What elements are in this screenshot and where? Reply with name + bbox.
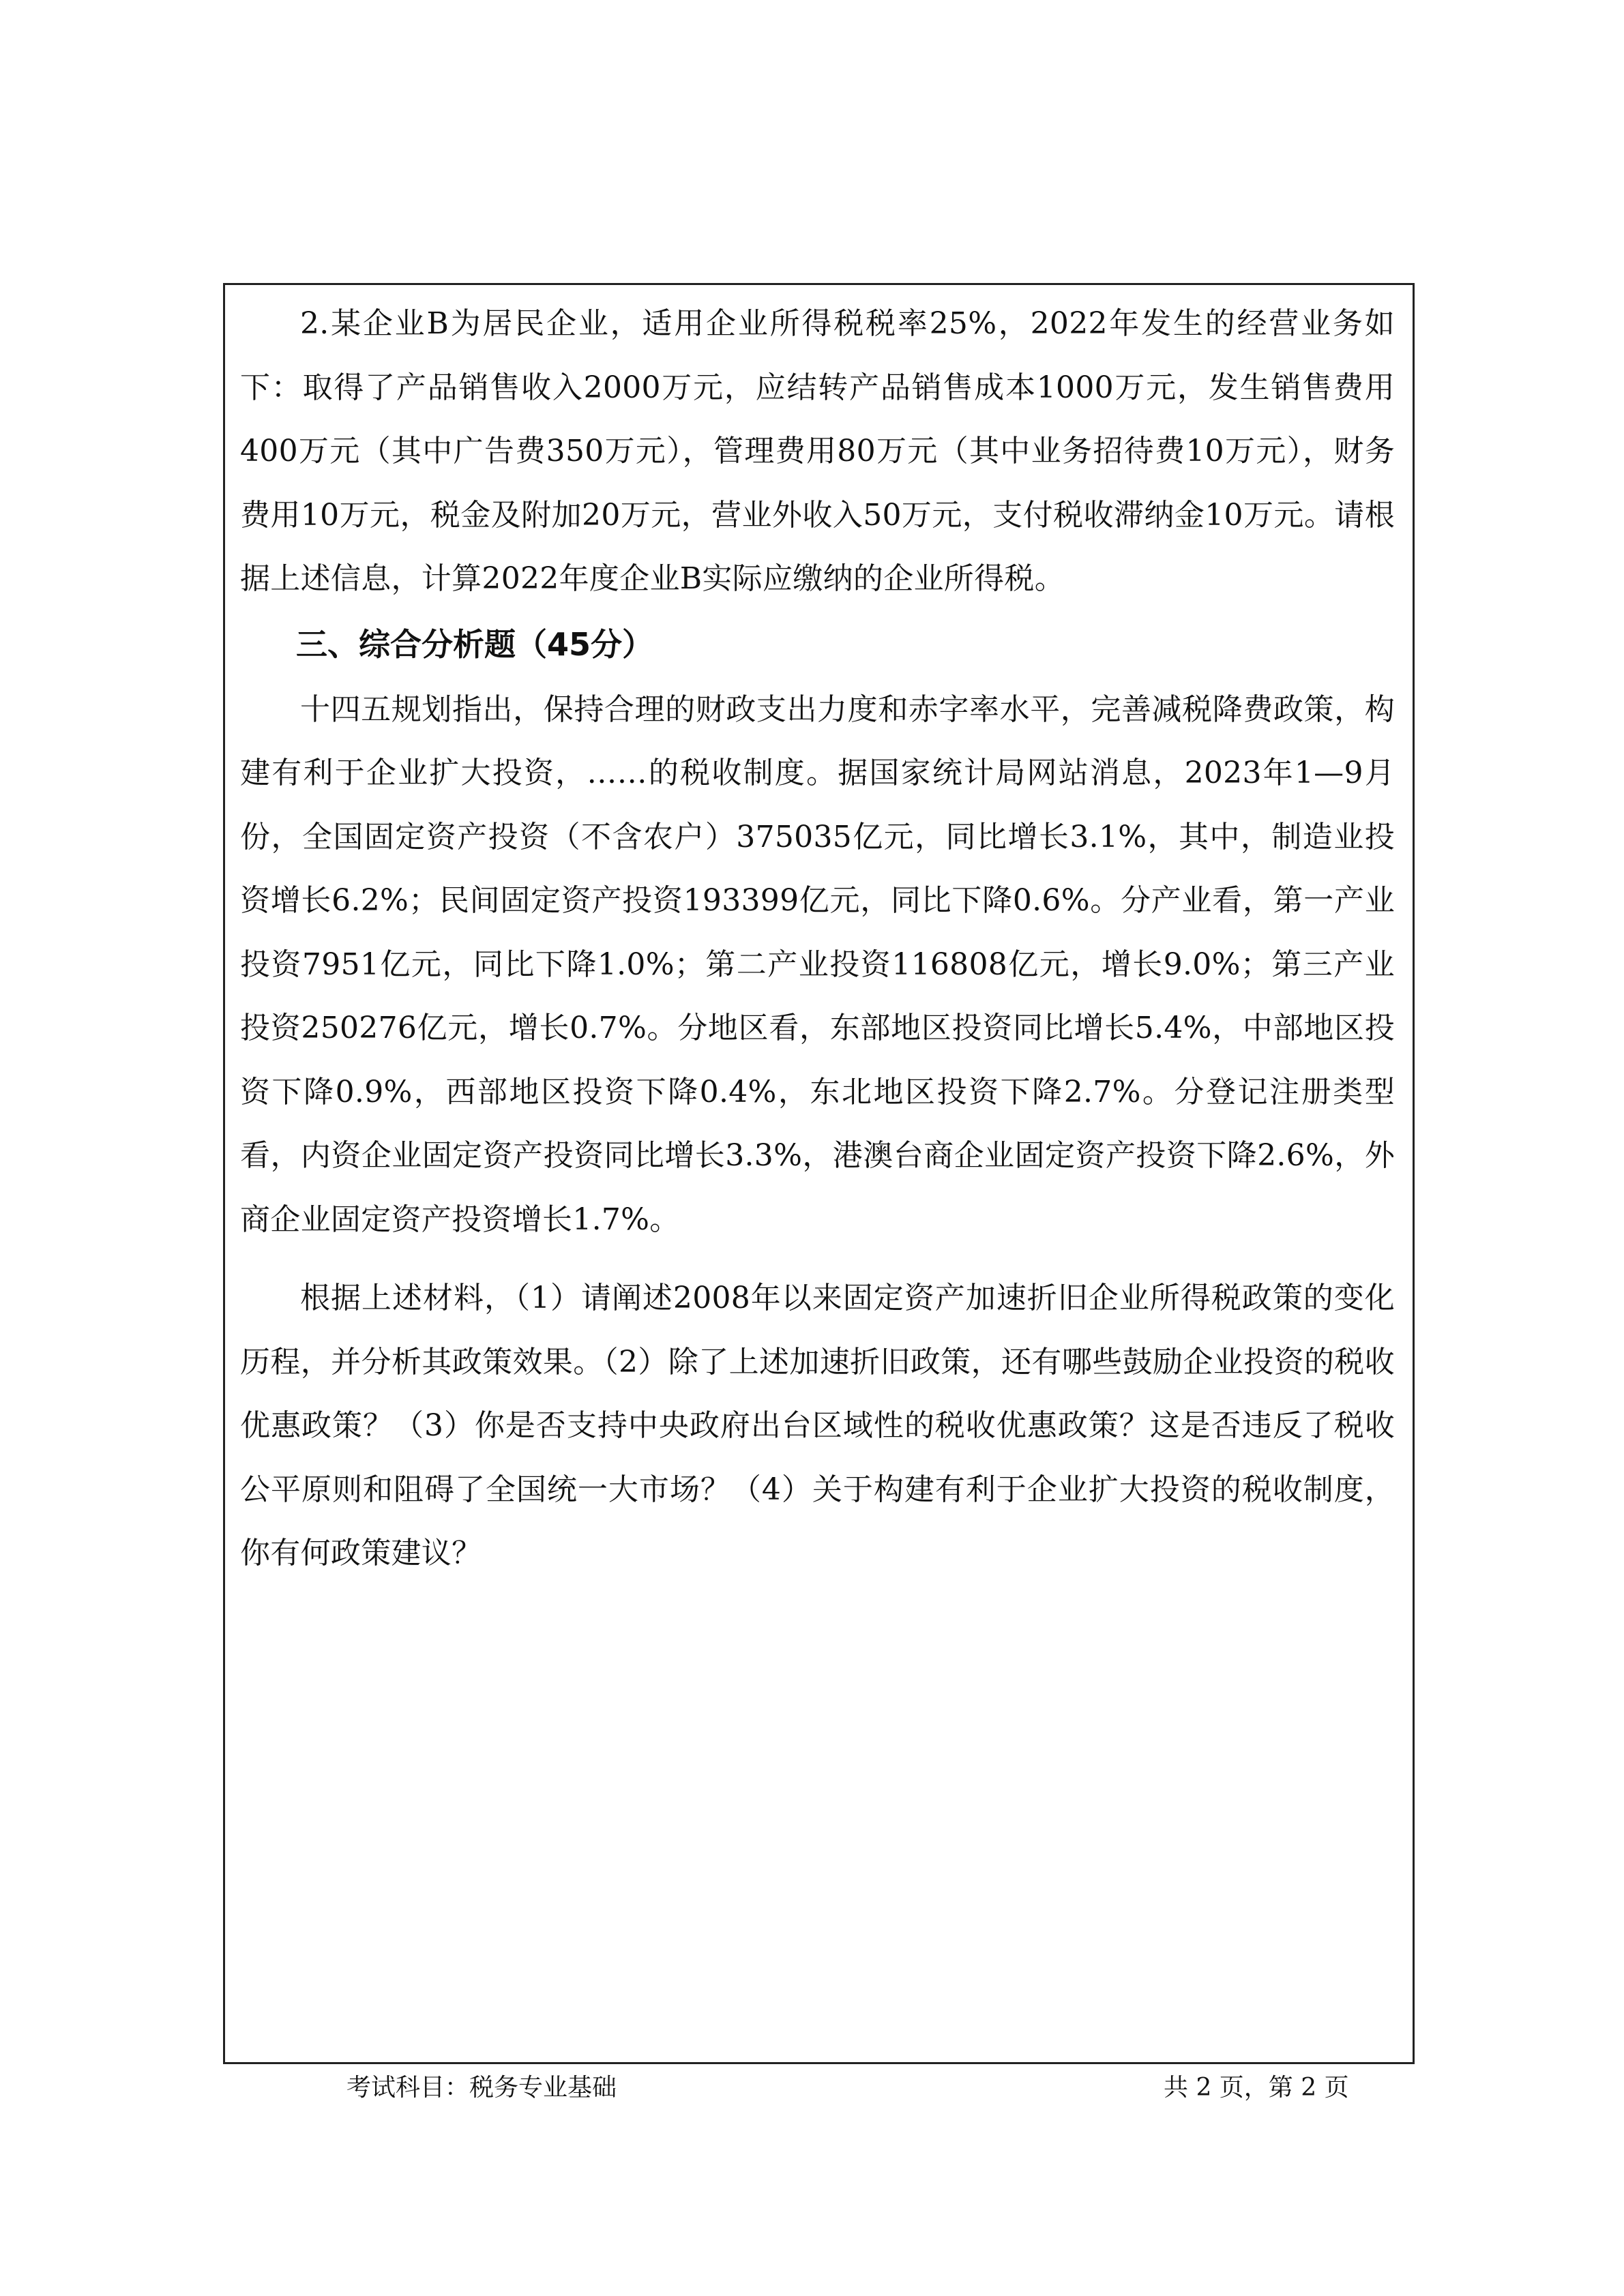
paragraph-gap (240, 1251, 1395, 1266)
section-3-material: 十四五规划指出，保持合理的财政支出力度和赤字率水平，完善减税降费政策，构建有利于企业扩大投资，……的税收制度。据国家统计局网站消息，2023年1—9月份，全国固定资产投资（不含农户）375035亿元，同比增长3.1%，其中，制造业投资增长6.2%；民间固定资产投资193399亿元，同比下降0.6%。分产业看，第一产业投资7951亿元，同比下降1.0%；第二产业投资116808亿元，增长9.0%；第三产业投资250276亿元，增长0.7%。分地区看，东部地区投资同比增长5.4%，中部地区投资下降0.9%，西部地区投资下降0.4%，东北地区投资下降2.7%。分登记注册类型看，内资企业固定资产投资同比增长3.3%，港澳台商企业固定资产投资下降2.6%，外商企业固定资产投资增长1.7%。 (240, 691, 1395, 1237)
footer-exam-subject: 考试科目：税务专业基础 (346, 2074, 617, 2102)
footer-page-info: 共 2 页，第 2 页 (1164, 2074, 1349, 2102)
question-2-text: 2.某企业B为居民企业，适用企业所得税税率25%，2022年发生的经营业务如下：取得了产品销售收入2000万元，应结转产品销售成本1000万元，发生销售费用400万元（其中广告费350万元），管理费用80万元（其中业务招待费10万元），财务费用10万元，税金及附加20万元，营业外收入50万元，支付税收滞纳金10万元。请根据上述信息，计算2022年度企业B实际应缴纳的企业所得税。 (240, 306, 1395, 596)
section-3-title: 三、综合分析题（45分） (296, 625, 654, 663)
section-3-questions: 根据上述材料，（1）请阐述2008年以来固定资产加速折旧企业所得税政策的变化历程，并分析其政策效果。（2）除了上述加速折旧政策，还有哪些鼓励企业投资的税收优惠政策？（3）你是否支持中央政府出台区域性的税收优惠政策？这是否违反了税收公平原则和阻碍了全国统一大市场？（4）关于构建有利于企业扩大投资的税收制度，你有何政策建议？ (240, 1281, 1395, 1570)
exam-content (240, 292, 1395, 1585)
